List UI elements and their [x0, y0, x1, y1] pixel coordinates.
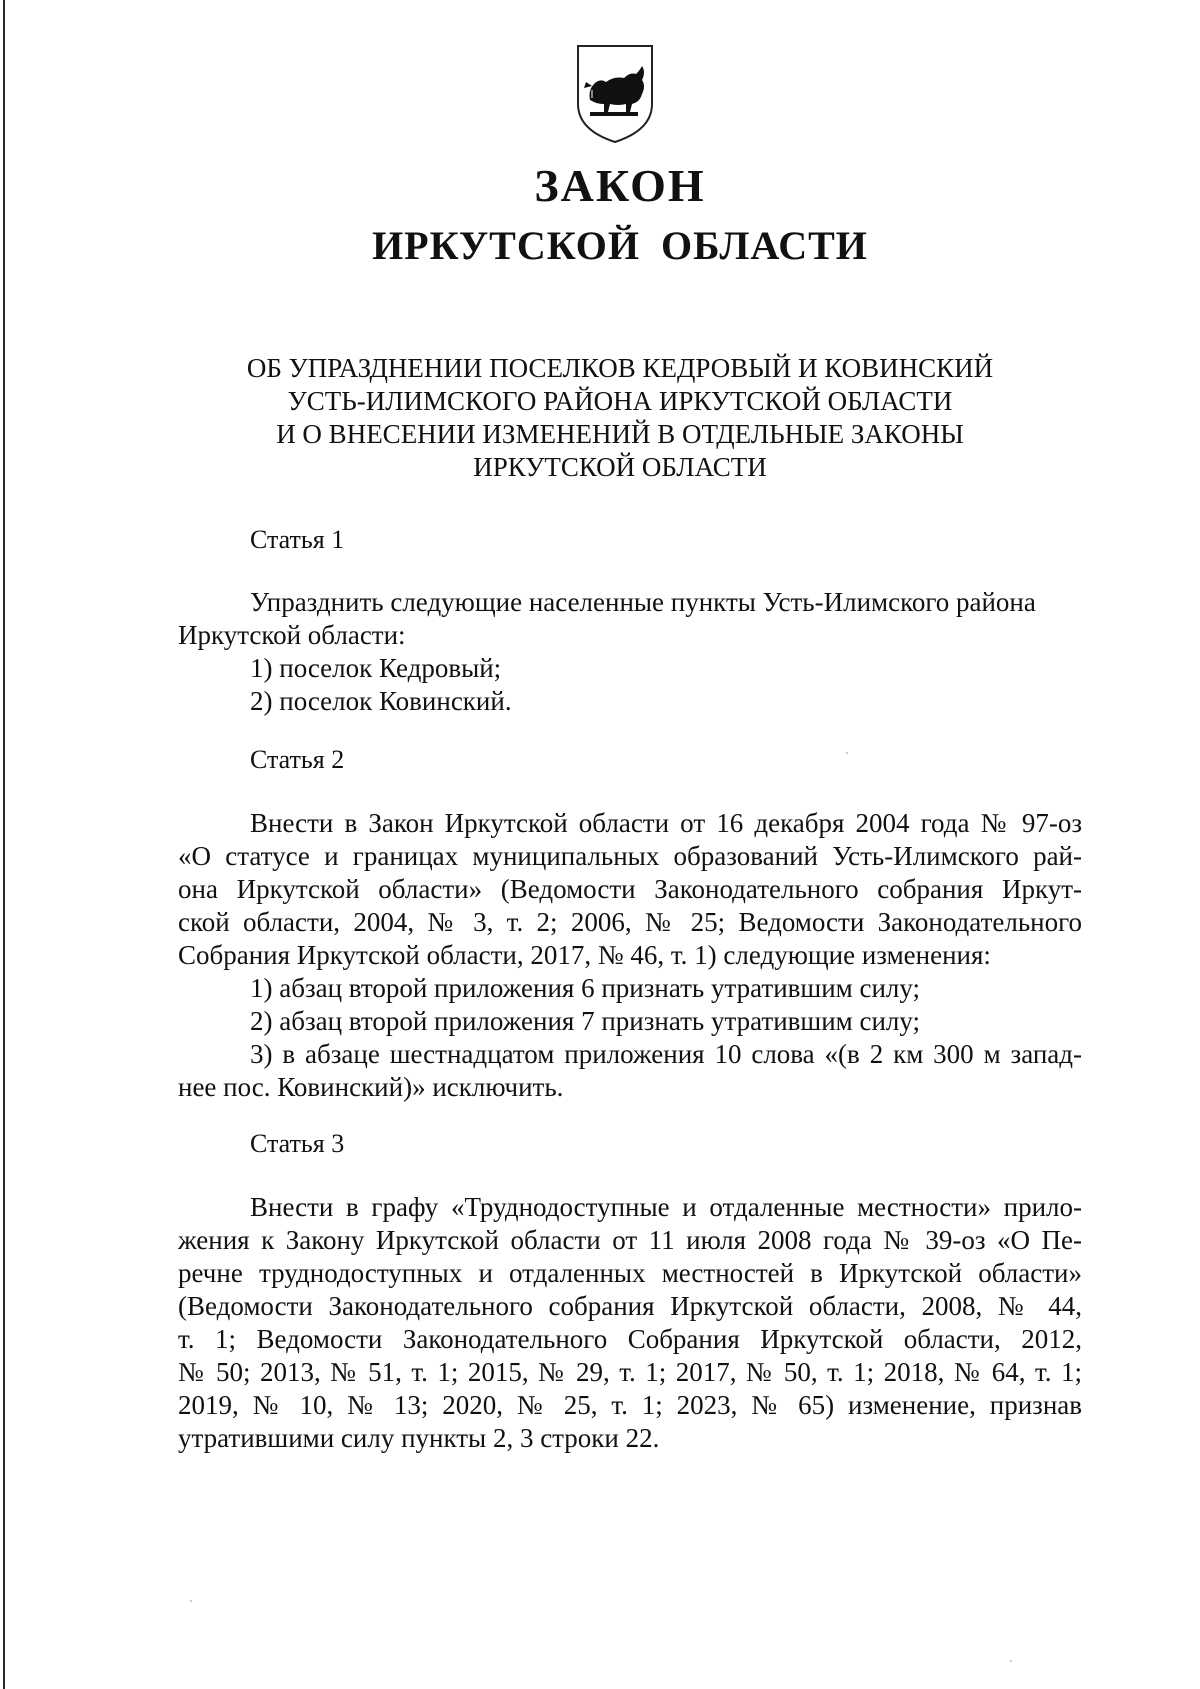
article-1-text — [178, 586, 1082, 718]
law-title — [200, 352, 1040, 484]
law-title-line: ОБ УПРАЗДНЕНИИ ПОСЕЛКОВ КЕДРОВЫЙ И КОВИНСКИЙ — [246, 353, 994, 383]
article-1-heading: Статья 1 — [250, 525, 345, 554]
text-line: она Иркутской области» (Ведомости Законодательного собрания Иркут- — [178, 874, 1082, 904]
text-line: речне труднодоступных и отдаленных местностей в Иркутской области» — [178, 1258, 1082, 1288]
text-line: Иркутской области: — [178, 620, 406, 650]
text-line: 2019, № 10, № 13; 2020, № 25, т. 1; 2023, № 65) изменение, признав — [178, 1390, 1082, 1420]
text-line: утратившими силу пункты 2, 3 строки 22. — [178, 1423, 660, 1453]
text-line: 1) поселок Кедровый; — [250, 653, 502, 683]
scan-speck — [846, 752, 848, 754]
text-line: Упразднить следующие населенные пункты Усть-Илимского района — [250, 587, 1036, 617]
text-line: нее пос. Ковинский)» исключить. — [178, 1072, 564, 1102]
header — [0, 158, 1200, 272]
article-3-text — [178, 1191, 1082, 1455]
scan-speck — [1010, 1660, 1012, 1662]
law-title-line: УСТЬ-ИЛИМСКОГО РАЙОНА ИРКУТСКОЙ ОБЛАСТИ — [287, 386, 953, 416]
text-line: 3) в абзаце шестнадцатом приложения 10 слова «(в 2 км 300 м запад- — [250, 1039, 1082, 1069]
text-line: Внести в Закон Иркутской области от 16 декабря 2004 года № 97-оз — [250, 808, 1082, 838]
coat-of-arms-icon — [570, 42, 660, 147]
text-line: (Ведомости Законодательного собрания Иркутской области, 2008, № 44, — [178, 1291, 1082, 1321]
scan-speck — [190, 1600, 192, 1602]
document-subtitle: ИРКУТСКОЙ ОБЛАСТИ — [372, 223, 868, 268]
article-2-heading: Статья 2 — [250, 745, 345, 774]
text-line: Внести в графу «Труднодоступные и отдаленные местности» прило- — [250, 1192, 1082, 1222]
text-line: «О статусе и границах муниципальных образований Усть-Илимского рай- — [178, 841, 1082, 871]
article-3-heading: Статья 3 — [250, 1129, 345, 1158]
text-line: № 50; 2013, № 51, т. 1; 2015, № 29, т. 1; 2017, № 50, т. 1; 2018, № 64, т. 1; — [178, 1357, 1082, 1387]
text-line: т. 1; Ведомости Законодательного Собрания Иркутской области, 2012, — [178, 1324, 1082, 1354]
document-title: ЗАКОН — [534, 160, 706, 211]
law-title-line: И О ВНЕСЕНИИ ИЗМЕНЕНИЙ В ОТДЕЛЬНЫЕ ЗАКОНЫ — [276, 419, 964, 449]
text-line: 2) поселок Ковинский. — [250, 686, 512, 716]
text-line: жения к Закону Иркутской области от 11 июля 2008 года № 39-оз «О Пе- — [178, 1225, 1082, 1255]
law-title-line: ИРКУТСКОЙ ОБЛАСТИ — [473, 452, 767, 482]
text-line: ской области, 2004, № 3, т. 2; 2006, № 25; Ведомости Законодательного — [178, 907, 1082, 937]
text-line: 2) абзац второй приложения 7 признать утратившим силу; — [250, 1006, 921, 1036]
article-2-text — [178, 807, 1082, 1104]
text-line: Собрания Иркутской области, 2017, № 46, т. 1) следующие изменения: — [178, 940, 991, 970]
text-line: 1) абзац второй приложения 6 признать утратившим силу; — [250, 973, 921, 1003]
